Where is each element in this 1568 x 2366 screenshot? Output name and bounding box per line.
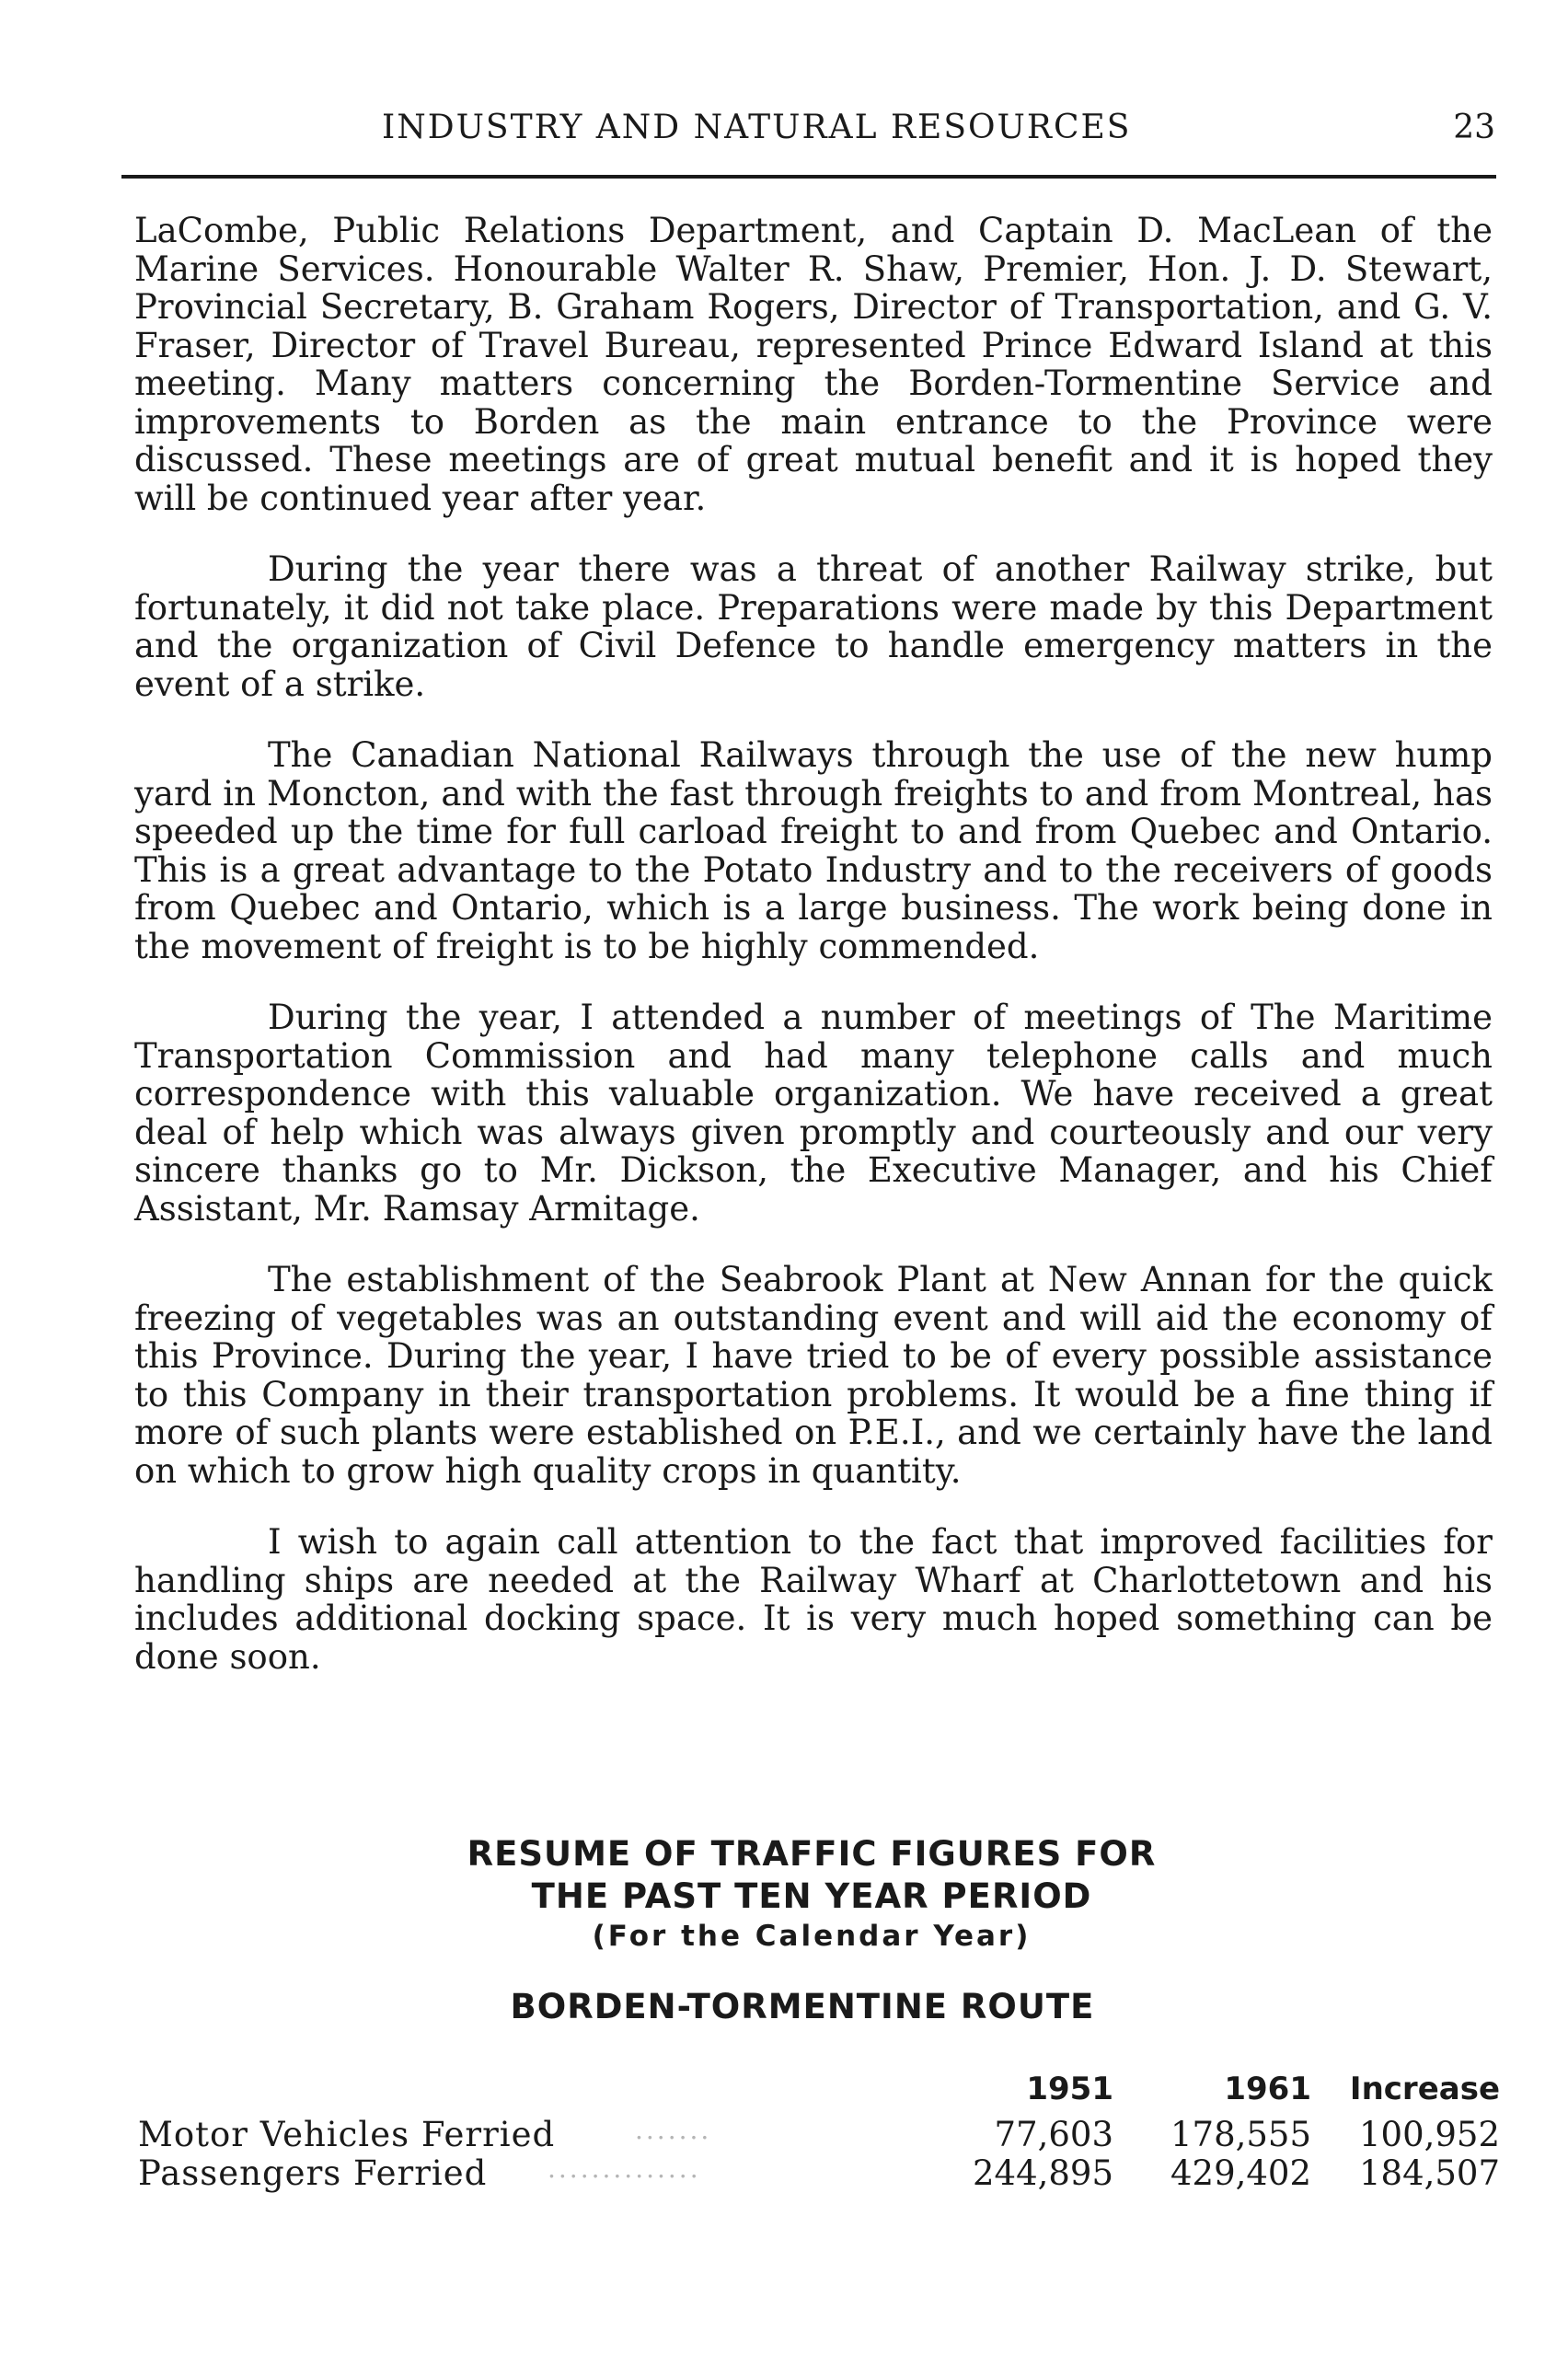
running-head [124, 103, 1495, 155]
running-title: INDUSTRY AND NATURAL RESOURCES [382, 109, 1132, 146]
row-label: Motor Vehicles Ferried [138, 2115, 556, 2154]
paragraph-cnr: The Canadian National Railways through the use of the new hump yard in Moncton, and with the fast through freights to and from Montreal, has speeded up the time for full carload freight to and from Quebec and Ontario. This is a great advantage to the Potato Industry and to the receivers of goods from Quebec and Ontario, which is a large business. The work being done in the movement of freight is to be highly commended. [134, 735, 1493, 966]
cell-1961: 429,402 [1170, 2153, 1311, 2193]
resume-subtitle: (For the Calendar Year) [592, 1920, 1032, 1953]
cell-1951: 77,603 [994, 2115, 1113, 2154]
cell-1961: 178,555 [1170, 2115, 1311, 2154]
paragraph-railway-strike: During the year there was a threat of another Railway strike, but fortunately, it did not take place. Preparations were made by this Department and the organization of Civil Defence to handle emergency matters in the event of a strike. [134, 549, 1493, 704]
paragraph-facilities: I wish to again call attention to the fact that improved facilities for handling ships are needed at the Railway Wharf at Charlottetown and his includes additional docking space. It is very much hoped something can be done soon. [134, 1522, 1493, 1677]
resume-headings [0, 1833, 1568, 2028]
row-label: Passengers Ferried [138, 2153, 488, 2193]
paragraph-maritime-commission: During the year, I attended a number of meetings of The Maritime Transportation Commission and had many telephone calls and much correspondence with this valuable organization. We have received a great deal of help which was always given promptly and courteously and our very sincere thanks go to Mr. Dickson, the Executive Manager, and his Chief Assistant, Mr. Ramsay Armitage. [134, 998, 1493, 1229]
resume-title-line2: THE PAST TEN YEAR PERIOD [531, 1876, 1092, 1916]
cell-increase: 100,952 [1358, 2115, 1500, 2154]
column-header-1961: 1961 [1224, 2071, 1311, 2107]
table-row-passengers [138, 2153, 1500, 2192]
cell-increase: 184,507 [1358, 2153, 1500, 2193]
route-heading: BORDEN-TORMENTINE ROUTE [510, 1987, 1095, 2026]
column-header-1951: 1951 [1026, 2071, 1113, 2107]
resume-title-line1: RESUME OF TRAFFIC FIGURES FOR [467, 1834, 1157, 1874]
column-header-increase: Increase [1349, 2071, 1500, 2107]
page-number: 23 [1453, 109, 1495, 146]
paragraph-seabrook-plant: The establishment of the Seabrook Plant at New Annan for the quick freezing of vegetables was an outstanding event and will aid the economy of this Province. During the year, I have tried to be of every possible assistance to this Company in their transportation problems. It would be a fine thing if more of such plants were established on P.E.I., and we certainly have the land on which to grow high quality crops in quantity. [134, 1260, 1493, 1491]
traffic-table [138, 2071, 1500, 2192]
traffic-table-header [138, 2071, 1500, 2115]
table-row-motor-vehicles [138, 2115, 1500, 2153]
leader-dots: ....... [635, 2115, 712, 2145]
cell-1951: 244,895 [972, 2153, 1113, 2193]
header-rule [121, 175, 1496, 179]
leader-dots: .............. [548, 2153, 701, 2184]
body-text [134, 212, 1493, 1709]
paragraph-continuation: LaCombe, Public Relations Department, and Captain D. MacLean of the Marine Services. Honourable Walter R. Shaw, Premier, Hon. J. D. Stewart, Provincial Secretary, B. Graham Rogers, Director of Transportation, and G. V. Fraser, Director of Travel Bureau, represented Prince Edward Island at this meeting. Many matters concerning the Borden-Tormentine Service and improvements to Borden as the main entrance to the Province were discussed. These meetings are of great mutual benefit and it is hoped they will be continued year after year. [134, 211, 1493, 518]
